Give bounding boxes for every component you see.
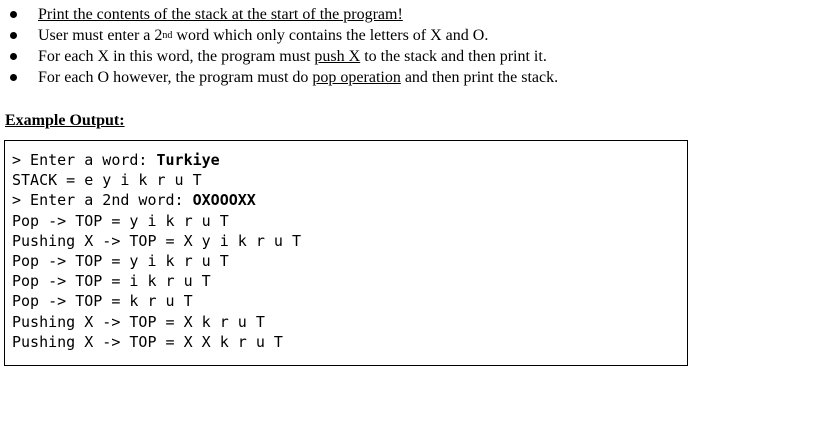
console-line: Pop -> TOP = k r u T <box>12 292 193 311</box>
instruction-text-part: and then print the stack. <box>400 69 559 86</box>
instruction-text-part: For each O however, the program must do <box>38 69 313 86</box>
prompt-text: > Enter a word: <box>12 151 157 169</box>
instruction-text <box>38 25 488 46</box>
console-line: Pushing X -> TOP = X k r u T <box>12 312 265 331</box>
prompt-text: > Enter a 2nd word: <box>12 191 193 210</box>
console-line <box>12 190 301 210</box>
instruction-text-part: to the stack and then print it. <box>360 48 547 65</box>
underlined-term: pop operation <box>312 69 401 86</box>
instruction-text <box>38 46 547 67</box>
bullet-dot <box>10 53 17 60</box>
instruction-item <box>0 4 838 25</box>
instruction-list <box>0 4 838 88</box>
instruction-item <box>0 25 838 46</box>
console-line <box>12 150 301 170</box>
console-line: STACK = e y i k r u T <box>12 171 202 190</box>
console-output <box>12 150 301 352</box>
console-line: Pop -> TOP = i k r u T <box>12 272 211 291</box>
instruction-item <box>0 46 838 67</box>
console-line: Pushing X -> TOP = X y i k r u T <box>12 231 301 250</box>
instruction-text-part: User must enter a 2 <box>38 27 163 44</box>
bullet-dot <box>10 32 17 39</box>
example-output-heading: Example Output: <box>5 112 125 129</box>
instruction-text-part: word which only contains the letters of X and O. <box>172 27 489 44</box>
user-input: OXOOOXX <box>192 191 256 210</box>
instruction-item <box>0 67 838 88</box>
instruction-text <box>38 67 558 88</box>
console-line: Pop -> TOP = y i k r u T <box>12 211 229 230</box>
console-line: Pushing X -> TOP = X X k r u T <box>12 332 283 351</box>
underlined-term: push X <box>314 48 361 65</box>
user-input: Turkiye <box>156 151 220 169</box>
bullet-dot <box>10 11 17 18</box>
example-output-box <box>4 140 688 366</box>
console-line: Pop -> TOP = y i k r u T <box>12 252 229 271</box>
instruction-text: Print the contents of the stack at the start of the program! <box>38 6 403 23</box>
bullet-dot <box>10 74 17 81</box>
ordinal-suffix: nd <box>162 30 173 41</box>
instruction-text-part: For each X in this word, the program must <box>38 48 315 65</box>
